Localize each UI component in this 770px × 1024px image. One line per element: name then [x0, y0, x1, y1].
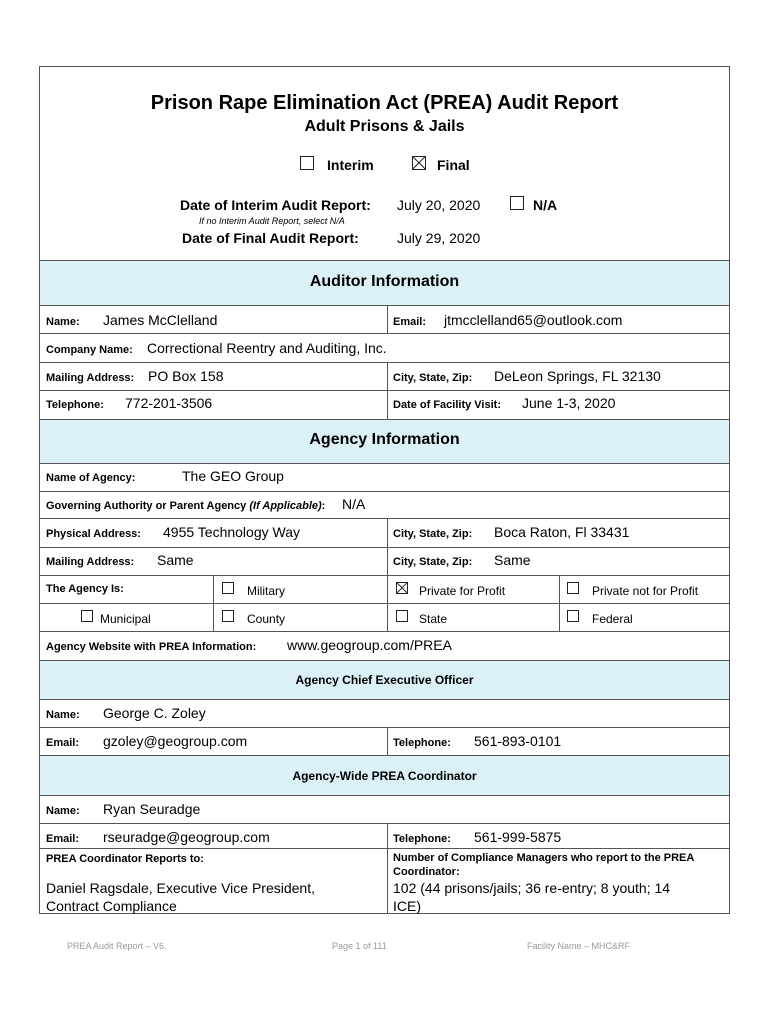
interim-note: If no Interim Audit Report, select N/A — [199, 216, 345, 226]
state-label: State — [419, 612, 448, 626]
physical-csz-label: City, State, Zip: — [393, 528, 473, 540]
private-not-for-profit-label: Private not for Profit — [592, 584, 699, 598]
auditor-phone-label: Telephone: — [46, 399, 104, 411]
footer-version: PREA Audit Report – V6. — [67, 941, 167, 951]
reports-to-label: PREA Coordinator Reports to: — [46, 853, 204, 865]
agency-mailing-label: Mailing Address: — [46, 556, 135, 568]
managers-line-2: ICE) — [393, 898, 421, 914]
auditor-csz-label: City, State, Zip: — [393, 372, 473, 384]
interim-label: Interim — [327, 157, 374, 173]
managers-line-1: 102 (44 prisons/jails; 36 re-entry; 8 youth; 14 — [393, 880, 671, 896]
agency-type-label: The Agency Is: — [46, 583, 124, 595]
auditor-email-label: Email: — [393, 316, 427, 328]
final-date-label: Date of Final Audit Report: — [182, 230, 359, 246]
auditor-mailing-label: Mailing Address: — [46, 372, 135, 384]
final-label: Final — [437, 157, 470, 173]
auditor-csz: DeLeon Springs, FL 32130 — [494, 368, 661, 384]
coordinator-email-label: Email: — [46, 833, 80, 845]
visit-date-label: Date of Facility Visit: — [393, 399, 501, 411]
agency-name: The GEO Group — [182, 468, 284, 484]
agency-heading: Agency Information — [309, 431, 460, 448]
company-name: Correctional Reentry and Auditing, Inc. — [147, 340, 387, 356]
na-label: N/A — [533, 197, 558, 213]
reports-to-line-1: Daniel Ragsdale, Executive Vice President, — [46, 880, 316, 896]
federal-checkbox[interactable] — [567, 610, 579, 622]
visit-date: June 1-3, 2020 — [522, 395, 616, 411]
report-subtitle: Adult Prisons & Jails — [304, 118, 465, 135]
na-checkbox[interactable] — [510, 196, 524, 210]
county-label: County — [247, 612, 286, 626]
interim-date-label: Date of Interim Audit Report: — [180, 197, 371, 213]
ceo-email: gzoley@geogroup.com — [103, 733, 248, 749]
auditor-name-label: Name: — [46, 316, 80, 328]
coordinator-email: rseuradge@geogroup.com — [103, 829, 270, 845]
physical-address-label: Physical Address: — [46, 528, 141, 540]
county-checkbox[interactable] — [222, 610, 234, 622]
coordinator-name: Ryan Seuradge — [103, 801, 201, 817]
auditor-name: James McClelland — [103, 312, 218, 328]
governing-authority: N/A — [342, 496, 366, 512]
coordinator-name-label: Name: — [46, 805, 80, 817]
report-title: Prison Rape Elimination Act (PREA) Audit Report — [150, 92, 619, 114]
managers-label-line-2: Coordinator: — [393, 866, 460, 878]
ceo-phone: 561-893-0101 — [474, 733, 562, 749]
federal-label: Federal — [592, 612, 633, 626]
final-checkbox[interactable] — [412, 156, 426, 170]
state-checkbox[interactable] — [396, 610, 408, 622]
agency-website[interactable]: www.geogroup.com/PREA — [287, 637, 452, 653]
auditor-email: jtmcclelland65@outlook.com — [444, 312, 623, 328]
mailing-csz-label: City, State, Zip: — [393, 556, 473, 568]
municipal-label: Municipal — [100, 612, 151, 626]
governing-authority-label: Governing Authority or Parent Agency (If Applicable): — [46, 500, 326, 512]
ceo-name: George C. Zoley — [103, 705, 206, 721]
website-label: Agency Website with PREA Information: — [46, 641, 257, 653]
auditor-heading: Auditor Information — [309, 273, 460, 290]
reports-to-line-2: Contract Compliance — [46, 898, 177, 914]
final-date-value: July 29, 2020 — [397, 230, 481, 246]
interim-checkbox[interactable] — [300, 156, 314, 170]
footer-facility-name: Facility Name – MHC&RF — [527, 941, 631, 951]
physical-address: 4955 Technology Way — [163, 524, 300, 540]
agency-name-label: Name of Agency: — [46, 472, 136, 484]
ceo-heading: Agency Chief Executive Officer — [295, 673, 474, 687]
auditor-phone: 772-201-3506 — [125, 395, 213, 411]
mailing-csz: Same — [494, 552, 531, 568]
ceo-name-label: Name: — [46, 709, 80, 721]
interim-date-value: July 20, 2020 — [397, 197, 481, 213]
company-label: Company Name: — [46, 344, 133, 356]
coordinator-phone: 561-999-5875 — [474, 829, 562, 845]
coordinator-phone-label: Telephone: — [393, 833, 451, 845]
private-for-profit-checkbox[interactable] — [396, 582, 408, 594]
private-not-for-profit-checkbox[interactable] — [567, 582, 579, 594]
auditor-mailing: PO Box 158 — [148, 368, 224, 384]
coordinator-heading: Agency-Wide PREA Coordinator — [292, 769, 477, 783]
municipal-checkbox[interactable] — [81, 610, 93, 622]
footer-page-number: Page 1 of 111 — [332, 941, 387, 951]
ceo-phone-label: Telephone: — [393, 737, 451, 749]
agency-mailing: Same — [157, 552, 194, 568]
military-label: Military — [247, 584, 285, 598]
managers-label-line-1: Number of Compliance Managers who report to the PREA — [393, 852, 695, 864]
ceo-email-label: Email: — [46, 737, 80, 749]
private-for-profit-label: Private for Profit — [419, 584, 506, 598]
physical-csz: Boca Raton, Fl 33431 — [494, 524, 630, 540]
military-checkbox[interactable] — [222, 582, 234, 594]
